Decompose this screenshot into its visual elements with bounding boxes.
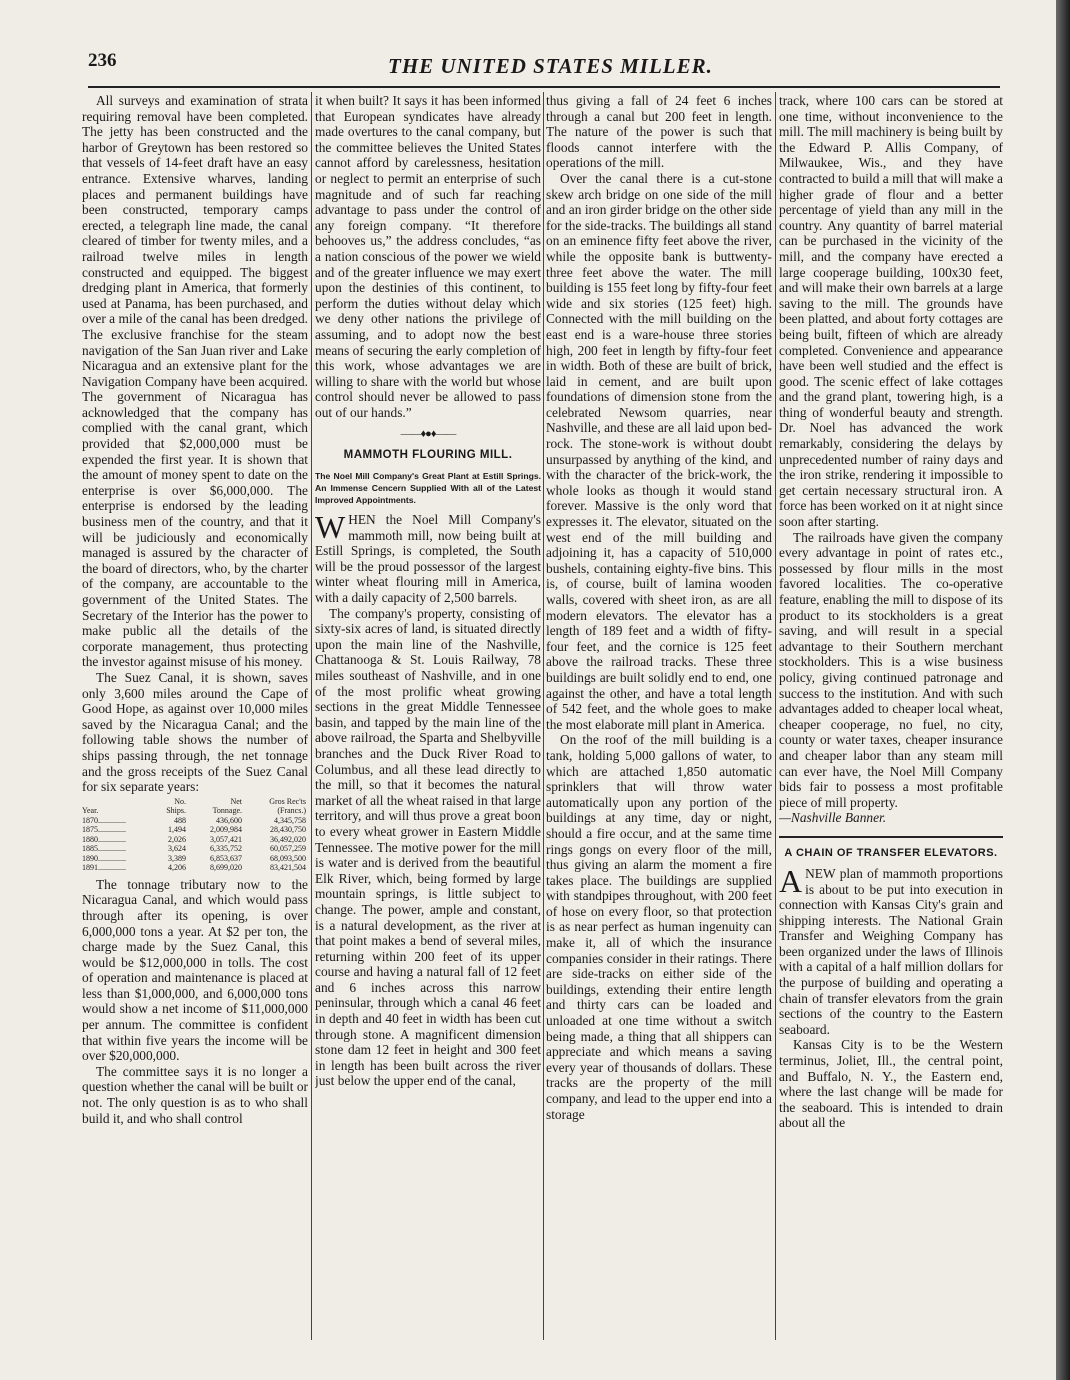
paragraph: track, where 100 cars can be stored at one time, without inconvenience to the mill. The mill machinery is being built by the Edward P. Allis Company, of Milwaukee, Wis., and they have contracted to build a mill that will make a higher grade of flour and a better percentage of yield than any mill in the country. Any quantity of barrel material can be purchased in the vicinity of the mill, and the company have erected a large cooperage building, 100x30 feet, and will make their own barrels at a large saving to the mill. The grounds have been platted, and about forty cottages are being built, fifteen of which are already completed. Convenience and appearance have been well studied and the effect is good. The scenic effect of lake cottages and the grand plant, towering high, is a thing of wonderful beauty and strength. Dr. Noel has advanced the work remarkably, considering the delays by unprecedented number of rainy days and the iron strike, rendering it impossible to get certain necessary structural iron. A force has been worked on it at night since soon after starting. bbox=[779, 93, 1003, 530]
paragraph: it when built? It says it has been informed that European syndicates have already made overtures to the canal company, but the committee believes the United States cannot afford by carelessness, hesitation or neglect to permit an enterprise of such magnitude and of such far reaching advantage to pass under the control of any foreign company. “It therefore behooves us,” the address concludes, “as a nation conscious of the power we wield and of the greater influence we may exert upon the destinies of this continent, to perform the duties without delay which we deny other nations the privilege of assuming, and to adopt now the best means of securing the early completion of this work, whose advantages we are willing to share with the world but whose control should never be allowed to pass out of our hands.” bbox=[315, 93, 541, 420]
table-cell: 2,009,984 bbox=[210, 825, 242, 835]
paragraph: thus giving a fall of 24 feet 6 inches through a canal but 200 feet in length. The nature of the power is such that floods cannot interfere with the operations of the mill. bbox=[546, 93, 772, 171]
column-3 bbox=[546, 93, 772, 1338]
table-cell: 28,430,750 bbox=[270, 825, 306, 835]
page-edge-shadow bbox=[1056, 0, 1070, 1380]
table-cell: 1885.............. bbox=[82, 844, 126, 854]
paragraph: Kansas City is to be the Western terminus, Joliet, Ill., the central point, and Buffalo, N. Y., the Eastern end, where the last change will be made for the seaboard. This is intended to drain about all the bbox=[779, 1037, 1003, 1131]
table-header-cell: Gros Rec'ts bbox=[269, 796, 306, 806]
table-cell: 6,853,637 bbox=[210, 853, 242, 863]
section-rule bbox=[779, 836, 1003, 838]
column-divider bbox=[775, 92, 776, 1340]
paragraph: The railroads have given the company every advantage in point of rates etc., possessed by flour mills in the most favored localities. The co-operative feature, enabling the mill to dispose of its product to its stockholders is a great saving, and will result in a special advantage to their Southern merchant stockholders. This is a wise business policy, giving continued patronage and success to the institution. And with such advantages added to cheaper local wheat, cheaper cooperage, no fuel, no city, county or water taxes, cheaper insurance and cheaper labor than any steam mill can ever have, the Noel Mill Company bids fair to possess a most profitable piece of mill property. bbox=[779, 529, 1003, 810]
table-cell: 68,093,500 bbox=[270, 853, 306, 863]
paragraph bbox=[779, 862, 1003, 1038]
table-cell: 6,335,752 bbox=[210, 844, 242, 854]
table-cell: 1891.............. bbox=[82, 863, 126, 873]
table-cell: 60,057,259 bbox=[270, 844, 306, 854]
paragraph: The tonnage tributary now to the Nicaragua Canal, and which would pass through after its opening, is over 6,000,000 tons a year. At $2 per ton, the charge made by the Suez Canal, this would be $12,000,000 in tolls. The cost of operation and maintenance is placed at less than $1,000,000, and 6,000,000 tons would show a net income of $11,000,000 per annum. The committee is confident that within five years the income will be over $20,000,000. bbox=[82, 876, 308, 1064]
table-header-cell: (Francs.) bbox=[277, 806, 306, 816]
page-number: 236 bbox=[88, 50, 117, 71]
suez-canal-table bbox=[82, 797, 308, 873]
paragraph: The Suez Canal, it is shown, saves only 3,600 miles around the Cape of Good Hope, as against over 10,000 miles saved by the Nicaragua Canal; and the following table shows the number of ships passing through, the net tonnage and the gross receipts of the Suez Canal for six separate years: bbox=[82, 669, 308, 795]
header-rule bbox=[88, 86, 1000, 88]
table-cell: 1870.............. bbox=[82, 815, 126, 825]
paragraph-text: NEW plan of mammoth proportions is about to be put into execution in connection with Kansas City's grain and shipping interests. The National Grain Transfer and Weighing Company has been organized under the laws of Illinois with a capital of a half million dollars for the purpose of building and operating a chain of transfer elevators from the grain sections of the country to the Eastern seaboard. bbox=[779, 865, 1003, 1037]
table-cell: 3,624 bbox=[168, 844, 186, 854]
table-row bbox=[82, 835, 308, 845]
article-subheading: The Noel Mill Company's Great Plant at Estill Springs. An Immense Cencern Supplied With all of the Latest Improved Appointments. bbox=[315, 471, 541, 506]
table-row bbox=[82, 854, 308, 864]
table-cell: 36,492,020 bbox=[270, 834, 306, 844]
table-cell: 488 bbox=[174, 815, 186, 825]
table-cell: 2,026 bbox=[168, 834, 186, 844]
table-row bbox=[82, 816, 308, 826]
article-credit: —Nashville Banner. bbox=[779, 810, 887, 826]
page-header bbox=[88, 50, 998, 86]
table-cell: 436,600 bbox=[216, 815, 242, 825]
paragraph: The company's property, consisting of sixty-six acres of land, is situated directly upon the main line of the Nashville, Chattanooga & St. Louis Railway, 78 miles southeast of Nashville, and in one of the most prolific wheat growing sections in the great Middle Tennessee basin, and tapped by the main line of the above railroad, the Sparta and Shelbyville branches and the Duck River Road to Columbus, and all these lead directly to the mill, so that it becomes the natural market of all the wheat raised in that large territory, and will thus prove a great boon to every wheat grower in Eastern Middle Tennessee. The motive power for the mill is water and is derived from the beautiful Elk River, which, being formed by large mountain springs, is little subject to change. The power, ample and constant, is a natural development, as the river at that point makes a bend of several miles, returning within 200 feet of its upper course and having a natural fall of 12 feet and 6 inches across this narrow peninsular, through which a canal 46 feet in depth and 40 feet in width has been cut through stone. A magnificent dimension stone dam 12 feet in height and 300 feet in length has been built across the river just below the upper end of the canal, bbox=[315, 605, 541, 1089]
paragraph-text: HEN the Noel Mill Company's mammoth mill, now being built at Estill Springs, is completed, the South will be the proud possessor of the largest winter wheat flouring mill in America, with a daily capacity of 2,500 barrels. bbox=[315, 512, 541, 606]
column-divider bbox=[311, 92, 312, 1340]
paragraph bbox=[315, 509, 541, 606]
table-row bbox=[82, 863, 308, 873]
table-row bbox=[82, 825, 308, 835]
table-header-cell: Year. bbox=[82, 806, 99, 816]
table-header-row bbox=[82, 806, 308, 816]
column-1 bbox=[82, 93, 308, 1338]
column-2 bbox=[315, 93, 541, 1338]
paragraph: Over the canal there is a cut-stone skew arch bridge on one side of the mill and an iron girder bridge on the other side for the side-tracks. The buildings all stand on an eminence fifty feet above the river, while the opposite bank is buttwenty-three feet above the water. The mill building is 155 feet long by fifty-four feet wide and six stories (125 feet) high. Connected with the mill building on the east end is a ware-house three stories high, 200 feet in length by fifty-four feet in width. Both of these are built of brick, laid in cement, and are built upon foundations of dimension stone from the celebrated Newsom quarries, near Nashville, and these are all laid upon bed-rock. The stone-work is without doubt unsurpassed by anything of the kind, and with the character of the brick-work, the whole looks as though it would stand forever. Massive is the only word that expresses it. The elevator, situated on the west end of the mill building and adjoining it, has a capacity of 510,000 bushels, containing eighty-five bins. This is, of course, built of lamina wooden walls, covered with sheet iron, as are all modern elevators. The elevator has a length of 189 feet and a width of fifty-four feet, and the cornice is 125 feet above the railroad tracks. These three buildings are built solidly end to end, one against the other, and have a total length of 542 feet, and the whole goes to make the most elaborate mill plant in America. bbox=[546, 170, 772, 732]
drop-cap: A bbox=[779, 862, 803, 899]
table-header-cell bbox=[82, 797, 150, 807]
table-cell: 1875.............. bbox=[82, 825, 126, 835]
article-heading: A CHAIN OF TRANSFER ELEVATORS. bbox=[784, 846, 998, 859]
table-header-cell: No. bbox=[174, 796, 186, 806]
article-heading: MAMMOTH FLOURING MILL. bbox=[343, 449, 513, 462]
paragraph: On the roof of the mill building is a tank, holding 5,000 gallons of water, to which are attached 1,850 automatic sprinklers that will throw water automatically upon any portion of the buildings at any time, day or night, should a fire occur, and at the same time rings gongs on every floor of the mill, thus giving an alarm the moment a fire takes place. The buildings are supplied with standpipes throughout, with 200 feet of hose on every floor, so that protection is as near perfect as human ingenuity can make it, all of which the insurance companies consider in their ratings. There are side-tracks on either side of the buildings, extending their entire length and thirty cars can be loaded and unloaded at one time without a switch being made, a thing that all shippers can appreciate and which means a saving every year of thousands of dollars. These tracks are the property of the mill company, and lead to the upper end into a storage bbox=[546, 732, 772, 1122]
column-4 bbox=[779, 93, 1003, 1338]
table-cell: 1880.............. bbox=[82, 834, 126, 844]
column-divider bbox=[543, 92, 544, 1340]
table-header-cell: Tonnage. bbox=[212, 806, 242, 816]
table-cell: 3,057,421 bbox=[210, 834, 242, 844]
table-cell: 3,389 bbox=[168, 853, 186, 863]
table-row bbox=[82, 844, 308, 854]
paragraph: All surveys and examination of strata requiring removal have been completed. The jetty has been constructed and the harbor of Greytown has been restored so that vessels of 14-feet draft have an easy entrance. Extensive wharves, landing places and permanent buildings have been constructed, temporary camps erected, a telegraph line made, the canal cleared of timber for twenty miles, and a railroad twelve miles in length constructed and equipped. The biggest dredging plant in America, that formerly used at Panama, has been purchased, and over a mile of the canal has been dredged. The exclusive franchise for the steam navigation of the San Juan river and Lake Nicaragua and an extensive plant for the Navigation Company have been acquired. The government of Nicaragua has acknowledged that the company has complied with the canal grant, which provided that $2,000,000 must be expended the first year. It is shown that the amount of money spent to date on the enterprise is over $6,000,000. The enterprise is endorsed by the leading business men of the country, and that it will be judiciously and economically managed is assured by the character of the board of directors, who, by the charter of the company, are accountable to the government of the United States. The Secretary of the Interior has the power to make public all the details of the corporate management, thus protecting the investor against misuse of his money. bbox=[82, 93, 308, 670]
table-header-cell: Net bbox=[230, 796, 242, 806]
section-separator: ——♦●♦—— bbox=[400, 428, 456, 441]
table-header-row bbox=[82, 797, 308, 807]
table-cell: 1890.............. bbox=[82, 853, 126, 863]
paragraph: The committee says it is no longer a question whether the canal will be built or not. The only question is as to who shall build it, and who shall control bbox=[82, 1063, 308, 1126]
table-cell: 4,345,758 bbox=[274, 815, 306, 825]
table-header-cell: Ships. bbox=[166, 806, 186, 816]
running-title: THE UNITED STATES MILLER. bbox=[388, 54, 713, 78]
table-cell: 83,421,504 bbox=[270, 863, 306, 873]
table-cell: 8,699,020 bbox=[210, 863, 242, 873]
table-cell: 4,206 bbox=[168, 863, 186, 873]
table-cell: 1,494 bbox=[168, 825, 186, 835]
drop-cap: W bbox=[315, 509, 346, 546]
